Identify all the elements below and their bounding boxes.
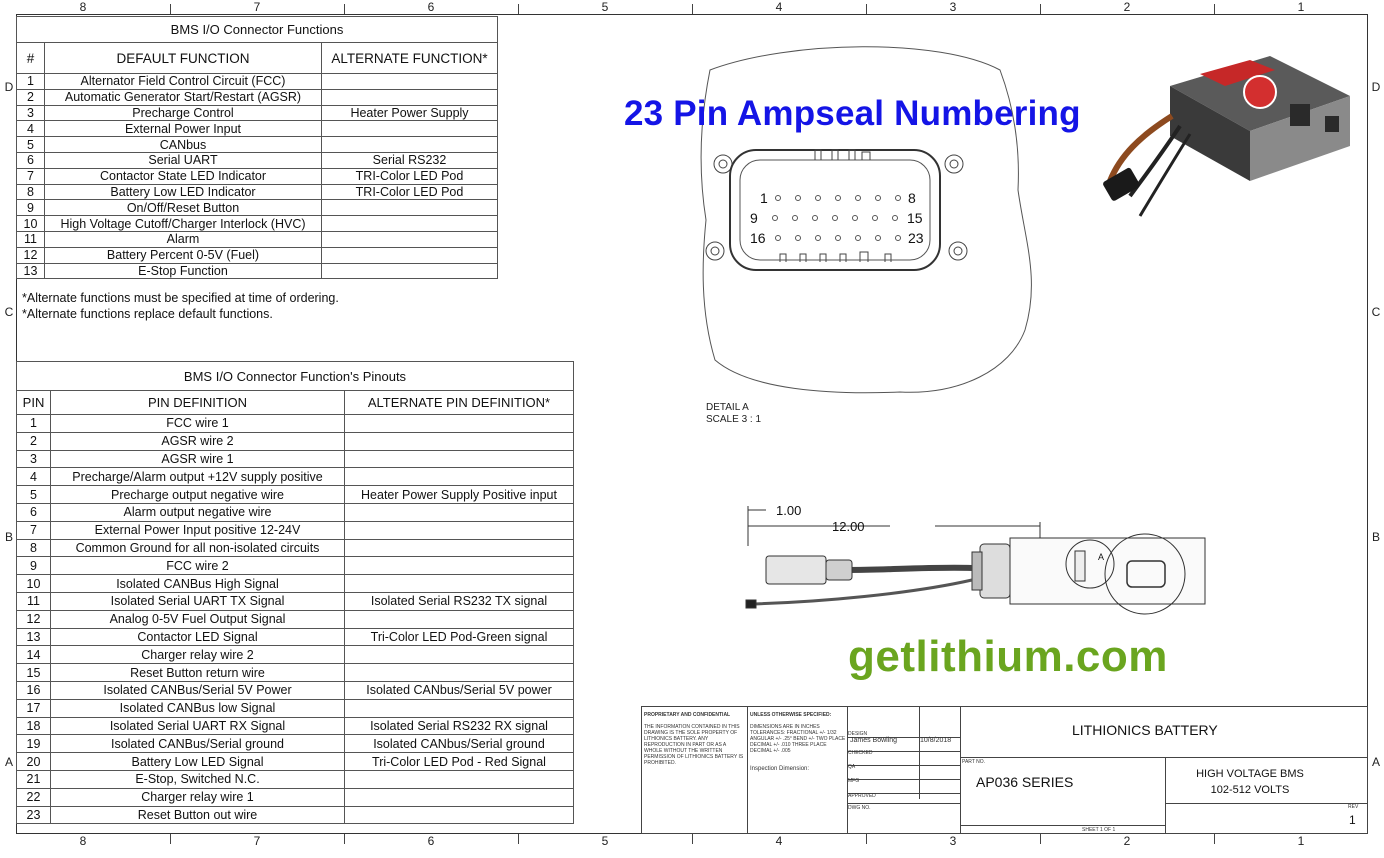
cable-assembly-icon (740, 496, 1210, 636)
pinout-row (17, 681, 574, 699)
function-row-cell (322, 216, 498, 232)
function-row-cell: 2 (17, 89, 45, 105)
pinout-row-cell: Precharge output negative wire (51, 486, 345, 504)
function-row-cell: Alarm (45, 231, 322, 247)
pinout-row-cell: Isolated CANbus/Serial ground (345, 735, 574, 753)
function-row-cell: E-Stop Function (45, 263, 322, 279)
function-row-cell: Serial RS232 (322, 152, 498, 168)
function-row-cell: 4 (17, 121, 45, 137)
function-row-cell (322, 247, 498, 263)
zone-col-1: 1 (1297, 0, 1305, 14)
pinout-row-cell: External Power Input positive 12-24V (51, 521, 345, 539)
zone-col-4: 4 (775, 0, 783, 14)
pinout-row (17, 557, 574, 575)
function-row (17, 231, 498, 247)
pinout-row-cell: Charger relay wire 2 (51, 646, 345, 664)
function-row-cell: 3 (17, 105, 45, 121)
function-row-cell: Battery Low LED Indicator (45, 184, 322, 200)
sheet-label: SHEET 1 OF 1 (1082, 827, 1116, 833)
detail-title: 23 Pin Ampseal Numbering (624, 94, 1081, 133)
note-line: *Alternate functions replace default functions. (22, 307, 273, 321)
designer-name: James Bowling (850, 737, 898, 744)
pinout-row-cell (345, 664, 574, 682)
design-label: DESIGN (848, 731, 868, 737)
functions-header-num: # (17, 43, 45, 74)
mfg-label: MFG (848, 778, 860, 784)
pinout-row-cell: Isolated CANbus/Serial 5V power (345, 681, 574, 699)
pinouts-table-body (17, 415, 574, 824)
pin-label-8: 8 (908, 190, 916, 206)
part-number: AP036 SERIES (976, 774, 1074, 790)
function-row-cell: External Power Input (45, 121, 322, 137)
pinout-row (17, 592, 574, 610)
function-row (17, 168, 498, 184)
function-row (17, 137, 498, 153)
function-row-cell: 13 (17, 263, 45, 279)
dimension-short: 1.00 (776, 503, 802, 518)
function-row (17, 89, 498, 105)
function-row-cell (322, 231, 498, 247)
pinout-row-cell: Alarm output negative wire (51, 503, 345, 521)
inspection-label: Inspection Dimension: (750, 766, 810, 772)
function-row-cell: Heater Power Supply (322, 105, 498, 121)
pinout-row-cell (345, 450, 574, 468)
pinout-row-cell: Tri-Color LED Pod-Green signal (345, 628, 574, 646)
proprietary-text: THE INFORMATION CONTAINED IN THIS DRAWING IS THE SOLE PROPERTY OF LITHIONICS BATTERY. ANY REPRODUCTION IN PART OR AS A WHOLE WITHOUT THE WRITTEN PERMISSION OF LITHIONICS BATTERY IS PROHIBITED. (644, 724, 744, 766)
pinout-row-cell: Isolated Serial RS232 RX signal (345, 717, 574, 735)
pinout-row-cell: Tri-Color LED Pod - Red Signal (345, 753, 574, 771)
pin-label-1: 1 (760, 190, 768, 206)
pinout-row-cell: 22 (17, 788, 51, 806)
function-row-cell: TRI-Color LED Pod (322, 168, 498, 184)
pinout-row (17, 646, 574, 664)
connector-detail-icon (640, 30, 1060, 430)
pinout-row-cell: 3 (17, 450, 51, 468)
pinout-row (17, 699, 574, 717)
function-row-cell: Battery Percent 0-5V (Fuel) (45, 247, 322, 263)
function-row-cell: CANbus (45, 137, 322, 153)
pinout-row-cell: 4 (17, 468, 51, 486)
function-row-cell: High Voltage Cutoff/Charger Interlock (HVC) (45, 216, 322, 232)
function-row-cell (322, 263, 498, 279)
pinout-row-cell (345, 646, 574, 664)
pinout-row (17, 628, 574, 646)
pinout-row-cell: 1 (17, 415, 51, 433)
dwg-label: DWG NO. (848, 805, 871, 811)
pin-label-23: 23 (908, 230, 924, 246)
pinout-row-cell (345, 610, 574, 628)
pinout-row-cell: Isolated CANBus low Signal (51, 699, 345, 717)
revision: 1 (1349, 813, 1356, 827)
qa-label: QA (848, 764, 856, 770)
function-row (17, 247, 498, 263)
pinout-row-cell: 10 (17, 575, 51, 593)
pinout-row (17, 806, 574, 824)
function-row (17, 216, 498, 232)
pinout-row-cell: 8 (17, 539, 51, 557)
pinout-row (17, 735, 574, 753)
zone-ruler-bottom: 8 7 6 5 4 3 2 1 (79, 834, 1305, 848)
function-row-cell: Precharge Control (45, 105, 322, 121)
pinout-row-cell: Isolated CANBus/Serial 5V Power (51, 681, 345, 699)
function-row-cell: Contactor State LED Indicator (45, 168, 322, 184)
zone-col-8: 8 (79, 0, 87, 14)
pinout-row (17, 521, 574, 539)
pinout-row-cell: 19 (17, 735, 51, 753)
pinout-row-cell: 23 (17, 806, 51, 824)
pinout-row-cell: Analog 0-5V Fuel Output Signal (51, 610, 345, 628)
alternate-notes (22, 290, 339, 322)
dimension-long: 12.00 (832, 519, 865, 534)
pinout-row (17, 717, 574, 735)
pinout-row-cell: AGSR wire 2 (51, 432, 345, 450)
function-row-cell: 7 (17, 168, 45, 184)
pinout-row-cell: Battery Low LED Signal (51, 753, 345, 771)
functions-table (16, 16, 498, 279)
function-row (17, 74, 498, 90)
pinout-row (17, 610, 574, 628)
pinout-row-cell: 7 (17, 521, 51, 539)
pinout-row (17, 486, 574, 504)
pin-label-16: 16 (750, 230, 766, 246)
pinout-row-cell: 6 (17, 503, 51, 521)
unless-text: DIMENSIONS ARE IN INCHES TOLERANCES: FRACTIONAL +/- 1/32 ANGULAR +/- .25° BEND +/- TWO PLACE DECIMAL +/- .010 THREE PLACE DECIMAL +/- .005 (750, 724, 846, 754)
zone-row-d: D (4, 80, 14, 94)
pinout-row-cell (345, 432, 574, 450)
function-row-cell: On/Off/Reset Button (45, 200, 322, 216)
zone-col-7: 7 (253, 0, 261, 14)
pinout-row-cell (345, 539, 574, 557)
rev-label: REV (1348, 804, 1359, 810)
pinout-row-cell: Isolated Serial RS232 TX signal (345, 592, 574, 610)
pinout-row-cell (345, 521, 574, 539)
function-row-cell (322, 89, 498, 105)
pinout-row-cell (345, 770, 574, 788)
function-row (17, 263, 498, 279)
function-row-cell: 10 (17, 216, 45, 232)
pinout-row (17, 788, 574, 806)
pinout-row-cell: FCC wire 2 (51, 557, 345, 575)
pinout-row (17, 432, 574, 450)
unless-title: UNLESS OTHERWISE SPECIFIED: (750, 712, 832, 718)
pinout-row-cell: 2 (17, 432, 51, 450)
function-row-cell (322, 74, 498, 90)
pinouts-header-definition: PIN DEFINITION (51, 391, 345, 415)
pin-label-15: 15 (907, 210, 923, 226)
pinout-row (17, 468, 574, 486)
website-logo: getlithium.com (848, 632, 1168, 681)
function-row (17, 184, 498, 200)
function-row-cell: 5 (17, 137, 45, 153)
function-row (17, 105, 498, 121)
pinout-row-cell: Contactor LED Signal (51, 628, 345, 646)
pinouts-header-alternate: ALTERNATE PIN DEFINITION* (345, 391, 574, 415)
functions-table-body (17, 74, 498, 279)
function-row (17, 121, 498, 137)
function-row-cell (322, 200, 498, 216)
function-row-cell: Serial UART (45, 152, 322, 168)
pinout-row-cell: 20 (17, 753, 51, 771)
detail-label: DETAIL A SCALE 3 : 1 (706, 402, 762, 425)
pinout-row (17, 539, 574, 557)
zone-col-3: 3 (949, 0, 957, 14)
zone-row-a: A (4, 755, 13, 769)
part-description: HIGH VOLTAGE BMS 102-512 VOLTS (1196, 768, 1304, 796)
pinouts-table-title: BMS I/O Connector Function's Pinouts (17, 362, 574, 391)
pinout-row-cell: 16 (17, 681, 51, 699)
pinout-row-cell: Charger relay wire 1 (51, 788, 345, 806)
zone-ruler-top (0, 0, 1384, 14)
zone-row-c: C (4, 305, 14, 319)
pinout-row-cell: 14 (17, 646, 51, 664)
pinout-row-cell: 18 (17, 717, 51, 735)
pinout-row (17, 575, 574, 593)
function-row-cell: 8 (17, 184, 45, 200)
pinouts-header-pin: PIN (17, 391, 51, 415)
company-name: LITHIONICS BATTERY (1072, 722, 1218, 738)
pinout-row-cell: Isolated Serial UART RX Signal (51, 717, 345, 735)
pinout-row-cell (345, 503, 574, 521)
pinout-row (17, 415, 574, 433)
function-row-cell: 12 (17, 247, 45, 263)
functions-header-alternate: ALTERNATE FUNCTION* (322, 43, 498, 74)
bms-module-photo-icon (1100, 56, 1370, 226)
pinout-row-cell: Isolated CANBus High Signal (51, 575, 345, 593)
function-row-cell: Automatic Generator Start/Restart (AGSR) (45, 89, 322, 105)
functions-header-default: DEFAULT FUNCTION (45, 43, 322, 74)
pinout-row-cell: Reset Button out wire (51, 806, 345, 824)
pinout-row-cell (345, 575, 574, 593)
pinout-row-cell: 21 (17, 770, 51, 788)
function-row-cell: Alternator Field Control Circuit (FCC) (45, 74, 322, 90)
pinout-row-cell: AGSR wire 1 (51, 450, 345, 468)
functions-table-title: BMS I/O Connector Functions (17, 17, 498, 43)
pinout-row (17, 770, 574, 788)
design-date: 10/8/2018 (920, 737, 952, 744)
checked-label: CHECKED (848, 750, 873, 756)
pinout-row-cell: Heater Power Supply Positive input (345, 486, 574, 504)
function-row-cell: 6 (17, 152, 45, 168)
note-line: *Alternate functions must be specified at time of ordering. (22, 291, 339, 305)
pinout-row-cell (345, 806, 574, 824)
pinout-row-cell: 12 (17, 610, 51, 628)
pinout-row-cell: 15 (17, 664, 51, 682)
zone-col-5: 5 (601, 0, 609, 14)
function-row (17, 200, 498, 216)
proprietary-title: PROPRIETARY AND CONFIDENTIAL (644, 712, 731, 718)
pinout-row-cell: 11 (17, 592, 51, 610)
part-label: PART NO. (962, 759, 986, 765)
pinouts-table (16, 361, 574, 824)
pinout-row-cell: Reset Button return wire (51, 664, 345, 682)
zone-col-2: 2 (1123, 0, 1131, 14)
pin-label-9: 9 (750, 210, 758, 226)
pinout-row-cell: Isolated CANBus/Serial ground (51, 735, 345, 753)
pinout-row-cell: Common Ground for all non-isolated circuits (51, 539, 345, 557)
pinout-row-cell: E-Stop, Switched N.C. (51, 770, 345, 788)
pinout-row (17, 753, 574, 771)
pinout-row-cell: 13 (17, 628, 51, 646)
pinout-row-cell: Isolated Serial UART TX Signal (51, 592, 345, 610)
function-row-cell: 11 (17, 231, 45, 247)
pinout-row-cell: Precharge/Alarm output +12V supply positive (51, 468, 345, 486)
pinout-row-cell (345, 415, 574, 433)
pinout-row-cell (345, 699, 574, 717)
function-row-cell (322, 121, 498, 137)
pinout-row-cell (345, 788, 574, 806)
view-letter: A (1098, 552, 1105, 562)
pinout-row (17, 450, 574, 468)
zone-row-b: B (4, 530, 13, 544)
zone-col-6: 6 (427, 0, 435, 14)
pinout-row-cell: 17 (17, 699, 51, 717)
function-row-cell: 1 (17, 74, 45, 90)
pinout-row-cell: 9 (17, 557, 51, 575)
pinout-row-cell: FCC wire 1 (51, 415, 345, 433)
pinout-row-cell (345, 468, 574, 486)
function-row-cell (322, 137, 498, 153)
function-row-cell: TRI-Color LED Pod (322, 184, 498, 200)
pinout-row-cell (345, 557, 574, 575)
approved-label: APPROVED (848, 793, 876, 799)
pinout-row (17, 664, 574, 682)
function-row (17, 152, 498, 168)
pinout-row (17, 503, 574, 521)
function-row-cell: 9 (17, 200, 45, 216)
pinout-row-cell: 5 (17, 486, 51, 504)
